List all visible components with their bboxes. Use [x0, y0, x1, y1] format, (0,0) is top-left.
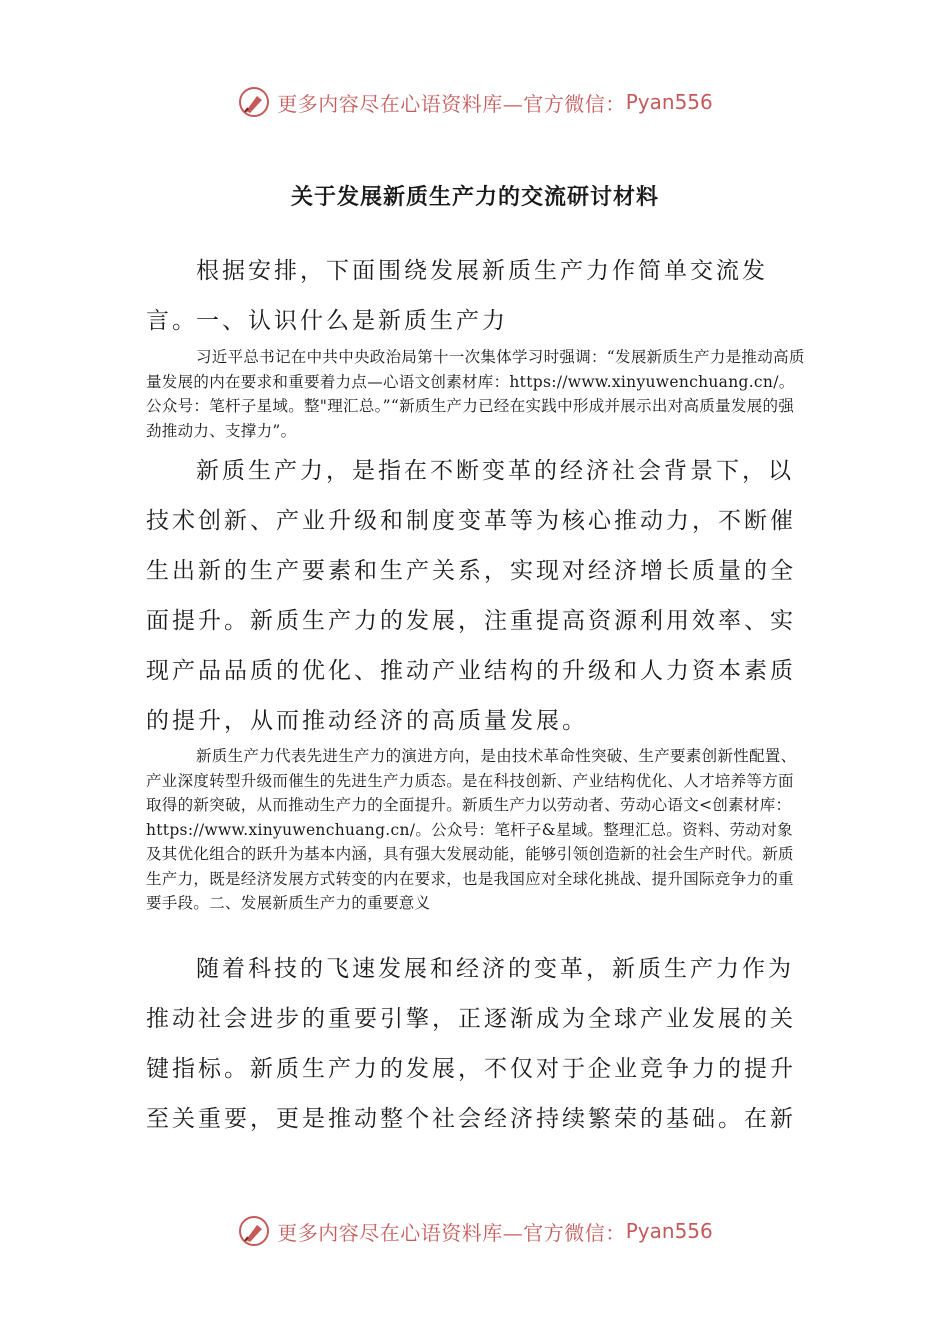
watermark-banner-top [0, 82, 950, 122]
detail-paragraph: 新质生产力代表先进生产力的演进方向，是由技术革命性突破、生产要素创新性配置、产业深度转型升级而催生的先进生产力质态。是在科技创新、产业结构优化、人才培养等方面取得的新突破，从而推动生产力的全面提升。新质生产力以劳动者、劳动心语文<创素材库：https://www.xinyuwenchuang.cn/。公众号：笔杆子&星域。整理汇总。资料、劳动对象及其优化组合的跃升为基本内涵，具有强大发展动能，能够引领创造新的社会生产时代。新质生产力，既是经济发展方式转变的内在要求，也是我国应对全球化挑战、提升国际竞争力的重要手段。二、发展新质生产力的重要意义 [146, 747, 797, 912]
watermark-text: 更多内容尽在心语资料库—官方微信： [277, 91, 626, 116]
pen-nib-circle-icon [237, 1214, 271, 1248]
quote-paragraph: 习近平总书记在中共中央政治局第十一次集体学习时强调：“发展新质生产力是推动高质量发展的内在要求和重要着力点—心语文创素材库：https://www.xinyuwenchuang.cn/。公众号：笔杆子星域。整"理汇总。”“新质生产力已经在实践中形成并展示出对高质量发展的强劲推动力、支撑力”。 [146, 348, 805, 440]
intro-paragraph: 根据安排，下面围绕发展新质生产力作简单交流发言。 [146, 258, 768, 334]
watermark-text: 更多内容尽在心语资料库—官方微信： [277, 1220, 626, 1245]
watermark-wechat-id: Pyan556 [625, 90, 713, 114]
watermark-banner-bottom [0, 1211, 950, 1251]
pen-nib-circle-icon [237, 85, 271, 119]
definition-paragraph: 新质生产力，是指在不断变革的经济社会背景下，以技术创新、产业升级和制度变革等为核心推动力，不断催生出新的生产要素和生产关系，实现对经济增长质量的全面提升。新质生产力的发展，注重提高资源利用效率、实现产品品质的优化、推动产业结构的升级和人力资本素质的提升，从而推动经济的高质量发展。 [146, 458, 796, 734]
document-title: 关于发展新质生产力的交流研讨材料 [290, 184, 659, 210]
significance-paragraph: 随着科技的飞速发展和经济的变革，新质生产力作为推动社会进步的重要引擎，正逐渐成为全球产业发展的关键指标。新质生产力的发展，不仅对于企业竞争力的提升至关重要，更是推动整个社会经济持续繁荣的基础。在新 [146, 956, 796, 1132]
section1-heading: 一、认识什么是新质生产力 [196, 308, 508, 334]
watermark-wechat-id: Pyan556 [625, 1219, 713, 1243]
